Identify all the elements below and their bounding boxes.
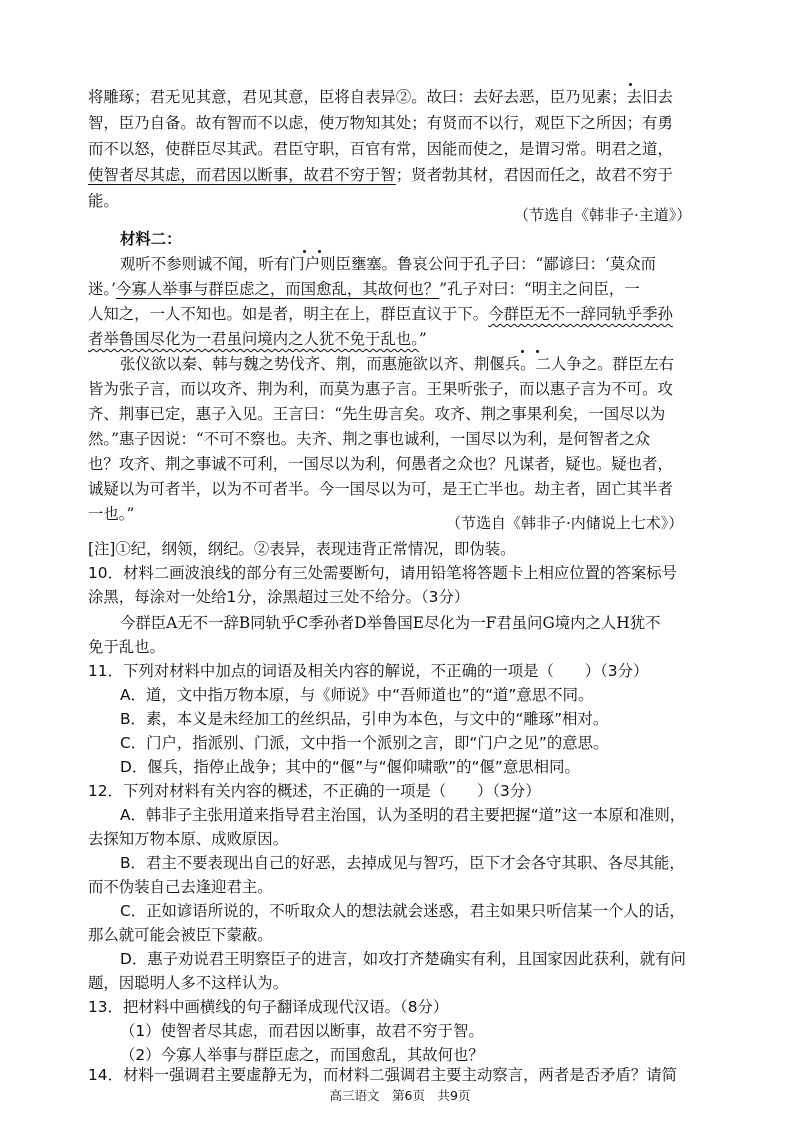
material2-p1-line-2 [88,278,640,300]
material2-underlined-sentence: 今寡人举事与群臣虑之，而国愈乱，其故何也？ [115,280,440,298]
question-11-option-d: D．偃兵，指停止战争；其中的“偃”与“偃仰啸歌”的“偃”意思相同。 [120,758,580,776]
material2-p1-line-4 [88,328,427,350]
material2-source: （节选自《韩非子·内储说上七术》） [446,514,684,532]
material2-heading: 材料二： [120,230,182,248]
material1-line-5: 能。 [88,192,119,210]
question-14-line-1: 14．材料一强调君主要虚静无为，而材料二强调君主要主动察言，两者是否矛盾？请简 [88,1066,678,1084]
material1-source: （节选自《韩非子·主道》） [514,206,692,224]
emphasis-dot [536,350,539,353]
question-12-option-a-line-2: 去探知万物本原、成败原因。 [88,830,289,848]
material2-p1-line-1: 观听不参则诚不闻，听有门户则臣壅塞。鲁哀公问于孔子曰：“鄙谚曰：‘莫众而 [120,255,657,273]
quote-close: ” [418,330,427,348]
emphasis-dot [521,350,524,353]
question-10-line-2: 涂黑，每涂对一处给1分，涂黑超过三处不给分。（3分） [88,588,470,606]
question-11-stem: 11．下列对材料中加点的词语及相关内容的解说，不正确的一项是（ ）（3分） [88,662,649,680]
question-12-option-b-line-1: B．君主不要表现出自己的好恶，去掉成见与智巧，臣下才会各守其职、各尽其能， [120,854,685,872]
material2-p1-line-3-text: 人知之，一人不知也。如是者，明主在上，群臣直议于下。 [88,305,489,323]
question-13-item-1: （1）使智者尽其虑，而君因以断事，故君不穷于智。 [120,1022,484,1040]
material2-p2-line-7: 一也。” [88,505,135,523]
emphasis-dot [318,250,321,253]
question-10-line-1: 10．材料二画波浪线的部分有三处需要断句，请用铅笔将答题卡上相应位置的答案标号 [88,564,678,582]
quote-end: 迷。’ [88,280,116,298]
question-13-stem: 13．把材料中画横线的句子翻译成现代汉语。（8分） [88,998,449,1016]
material2-p2-line-5: 也？攻齐、荆之事诚不可利，一国尽以为利，何愚者之众也？凡谋者，疑也。疑也者， [88,455,673,473]
material2-p2-line-1: 张仪欲以秦、韩与魏之势伐齐、荆，而惠施欲以齐、荆偃兵。二人争之。群臣左右 [120,355,675,373]
question-12-option-c-line-1: C．正如谚语所说的，不听取众人的想法就会迷惑，君主如果只听信某一个人的话， [120,902,685,920]
material2-p1-line-2-rest: ”孔子对曰：“明主之问臣，一 [439,280,640,298]
wavy-underlined-text-1: 今群臣无不一辞同轨乎季孙 [488,305,673,323]
question-12-option-c-line-2: 那么就可能会被臣下蒙蔽。 [88,926,273,944]
material2-p1-line-3 [88,303,673,325]
material1-underlined-sentence: 使智者尽其虑，而君因以断事，故君不穷于智 [88,166,396,184]
material1-line-2: 智，臣乃自备。故有智而不以虑，使万物知其处；有贤而不以行，观臣下之所因；有勇 [88,114,673,132]
material1-line-4 [88,164,673,186]
question-12-option-b-line-2: 而不伪装自己去逢迎君主。 [88,878,273,896]
material1-line-3: 而不以怒，使群臣尽其武。君臣守职，百官有常，因能而使之，是谓习常。明君之道， [88,140,673,158]
question-12-option-d-line-1: D．惠子劝说君王明察臣子的进言，如攻打齐楚确实有利，且国家因此获利，就有问 [120,950,686,968]
question-12-stem: 12．下列对材料有关内容的概述，不正确的一项是（ ）（3分） [88,782,541,800]
material2-p2-line-6: 诚疑以为可者半，以为不可者半。今一国尽以为可，是王亡半也。劫主者，固亡其半者 [88,480,673,498]
question-10-answer-line-1: 今群臣A无不一辞B同轨乎C季孙者D举鲁国E尽化为一F君虽问G境内之人H犹不 [120,614,661,632]
material2-p2-line-3: 齐、荆事已定，惠子入见。王言曰：“先生毋言矣。攻齐、荆之事果利矣，一国尽以为 [88,405,666,423]
wavy-underlined-text-2: 者举鲁国尽化为一君虽问境内之人犹不免于乱也。 [88,330,419,348]
emphasis-dot [629,83,632,86]
question-11-option-b: B．素，本义是未经加工的丝织品，引申为本色，与文中的“雕琢”相对。 [120,710,609,728]
question-11-option-c: C．门户，指派别、门派，文中指一个派别之言，即“门户之见”的意思。 [120,734,609,752]
material1-line-1: 将雕琢；君无见其意，君见其意，臣将自表异②。故曰：去好去恶，臣乃见素；去旧去 [88,88,673,106]
material1-line-4-rest: ；贤者勃其材，君因而任之，故君不穷于 [395,166,673,184]
emphasis-dot [303,250,306,253]
question-12-option-d-line-2: 题，因聪明人多不这样认为。 [88,974,289,992]
footnote: [注]①纪，纲领，纲纪。②表异，表现违背正常情况，即伪装。 [88,540,516,558]
question-12-option-a-line-1: A．韩非子主张用道来指导君主治国，认为圣明的君主要把握“道”这一本原和准则， [120,806,686,824]
question-13-item-2: （2）今寡人举事与群臣虑之，而国愈乱，其故何也？ [120,1046,484,1064]
question-10-answer-line-2: 免于乱也。 [88,638,165,656]
question-11-option-a: A．道，文中指万物本原，与《师说》中“吾师道也”的“道”意思不同。 [120,686,594,704]
material2-p2-line-4: 然。”惠子因说：“不可不察也。夫齐、荆之事也诚利，一国尽以为利，是何智者之众 [88,430,651,448]
page-footer: 高三语文 第6页 共9页 [329,1088,471,1103]
material2-p2-line-2: 皆为张子言，而以攻齐、荆为利，而莫为惠子言。王果听张子，而以惠子言为不可。攻 [88,380,673,398]
